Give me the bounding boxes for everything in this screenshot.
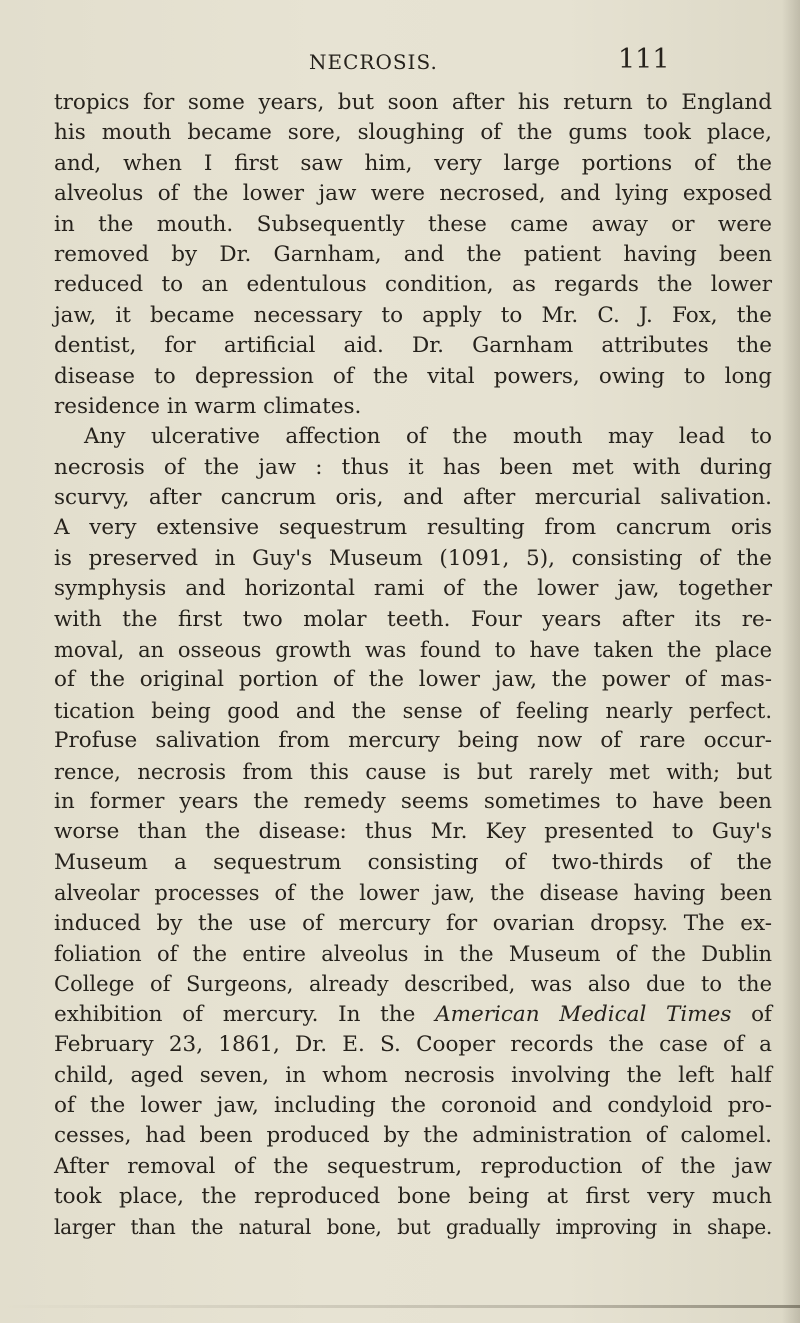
text-line: necrosis of the jaw : thus it has been met with during — [54, 454, 772, 480]
text-line: Profuse salivation from mercury being now of rare occur- — [54, 728, 772, 754]
text-line-with-italic — [54, 1000, 772, 1030]
text-line: of the original portion of the lower jaw, the power of mas- — [54, 667, 772, 693]
text-line: After removal of the sequestrum, reproduction of the jaw — [54, 1153, 772, 1179]
text-line: in the mouth. Subsequently these came away or were — [54, 211, 772, 237]
page-edge-shadow — [782, 0, 800, 1323]
text-line: scurvy, after cancrum oris, and after mercurial salivation. — [54, 485, 772, 511]
text-line: and, when I first saw him, very large portions of the — [54, 150, 772, 176]
text-line: with the first two molar teeth. Four years after its re- — [54, 606, 772, 632]
text-line: is preserved in Guy's Museum (1091, 5), consisting of the — [54, 545, 772, 571]
text-run: of — [751, 1001, 772, 1027]
page-bottom-edge — [0, 1305, 800, 1308]
text-line: larger than the natural bone, but gradually improving in shape. — [54, 1215, 772, 1240]
text-line: moval, an osseous growth was found to have taken the place — [54, 638, 772, 663]
text-line: reduced to an edentulous condition, as regards the lower — [54, 272, 772, 298]
text-line: Museum a sequestrum consisting of two-thirds of the — [54, 849, 772, 875]
text-line: February 23, 1861, Dr. E. S. Cooper records the case of a — [54, 1032, 772, 1058]
text-line: College of Surgeons, already described, was also due to the — [54, 972, 772, 997]
text-line: removed by Dr. Garnham, and the patient having been — [54, 241, 772, 267]
text-line: worse than the disease: thus Mr. Key presented to Guy's — [54, 819, 772, 845]
text-line: tropics for some years, but soon after his return to England — [54, 90, 772, 115]
journal-title: American Medical Times — [435, 1001, 732, 1027]
text-line: his mouth became sore, sloughing of the gums took place, — [54, 120, 772, 146]
text-line: jaw, it became necessary to apply to Mr. C. J. Fox, the — [54, 302, 772, 328]
page-header — [0, 44, 800, 84]
body-text — [54, 88, 772, 1243]
text-line: alveolar processes of the lower jaw, the disease having been — [54, 881, 772, 906]
text-line: symphysis and horizontal rami of the lower jaw, together — [54, 576, 772, 602]
text-run: exhibition of mercury. In the — [54, 1001, 416, 1027]
page-number: 111 — [618, 44, 670, 75]
text-line: of the lower jaw, including the coronoid and condyloid pro- — [54, 1092, 772, 1118]
text-line: took place, the reproduced bone being at first very much — [54, 1184, 772, 1210]
text-line: induced by the use of mercury for ovarian dropsy. The ex- — [54, 910, 772, 936]
text-line: tication being good and the sense of feeling nearly perfect. — [54, 698, 772, 723]
text-line: foliation of the entire alveolus in the Museum of the Dublin — [54, 941, 772, 966]
paragraph-start-line: Any ulcerative affection of the mouth may lead to — [84, 424, 772, 450]
running-head: NECROSIS. — [309, 50, 438, 74]
paragraph-end-line: residence in warm climates. — [54, 393, 362, 419]
text-line: alveolus of the lower jaw were necrosed, and lying exposed — [54, 181, 772, 207]
text-line: disease to depression of the vital powers, owing to long — [54, 363, 772, 389]
text-line: in former years the remedy seems sometimes to have been — [54, 788, 772, 814]
text-line: A very extensive sequestrum resulting from cancrum oris — [54, 515, 772, 541]
text-line: dentist, for artificial aid. Dr. Garnham attributes the — [54, 333, 772, 359]
text-line: rence, necrosis from this cause is but rarely met with; but — [54, 759, 772, 784]
text-line: cesses, had been produced by the administration of calomel. — [54, 1123, 772, 1149]
text-line: child, aged seven, in whom necrosis involving the left half — [54, 1062, 772, 1088]
